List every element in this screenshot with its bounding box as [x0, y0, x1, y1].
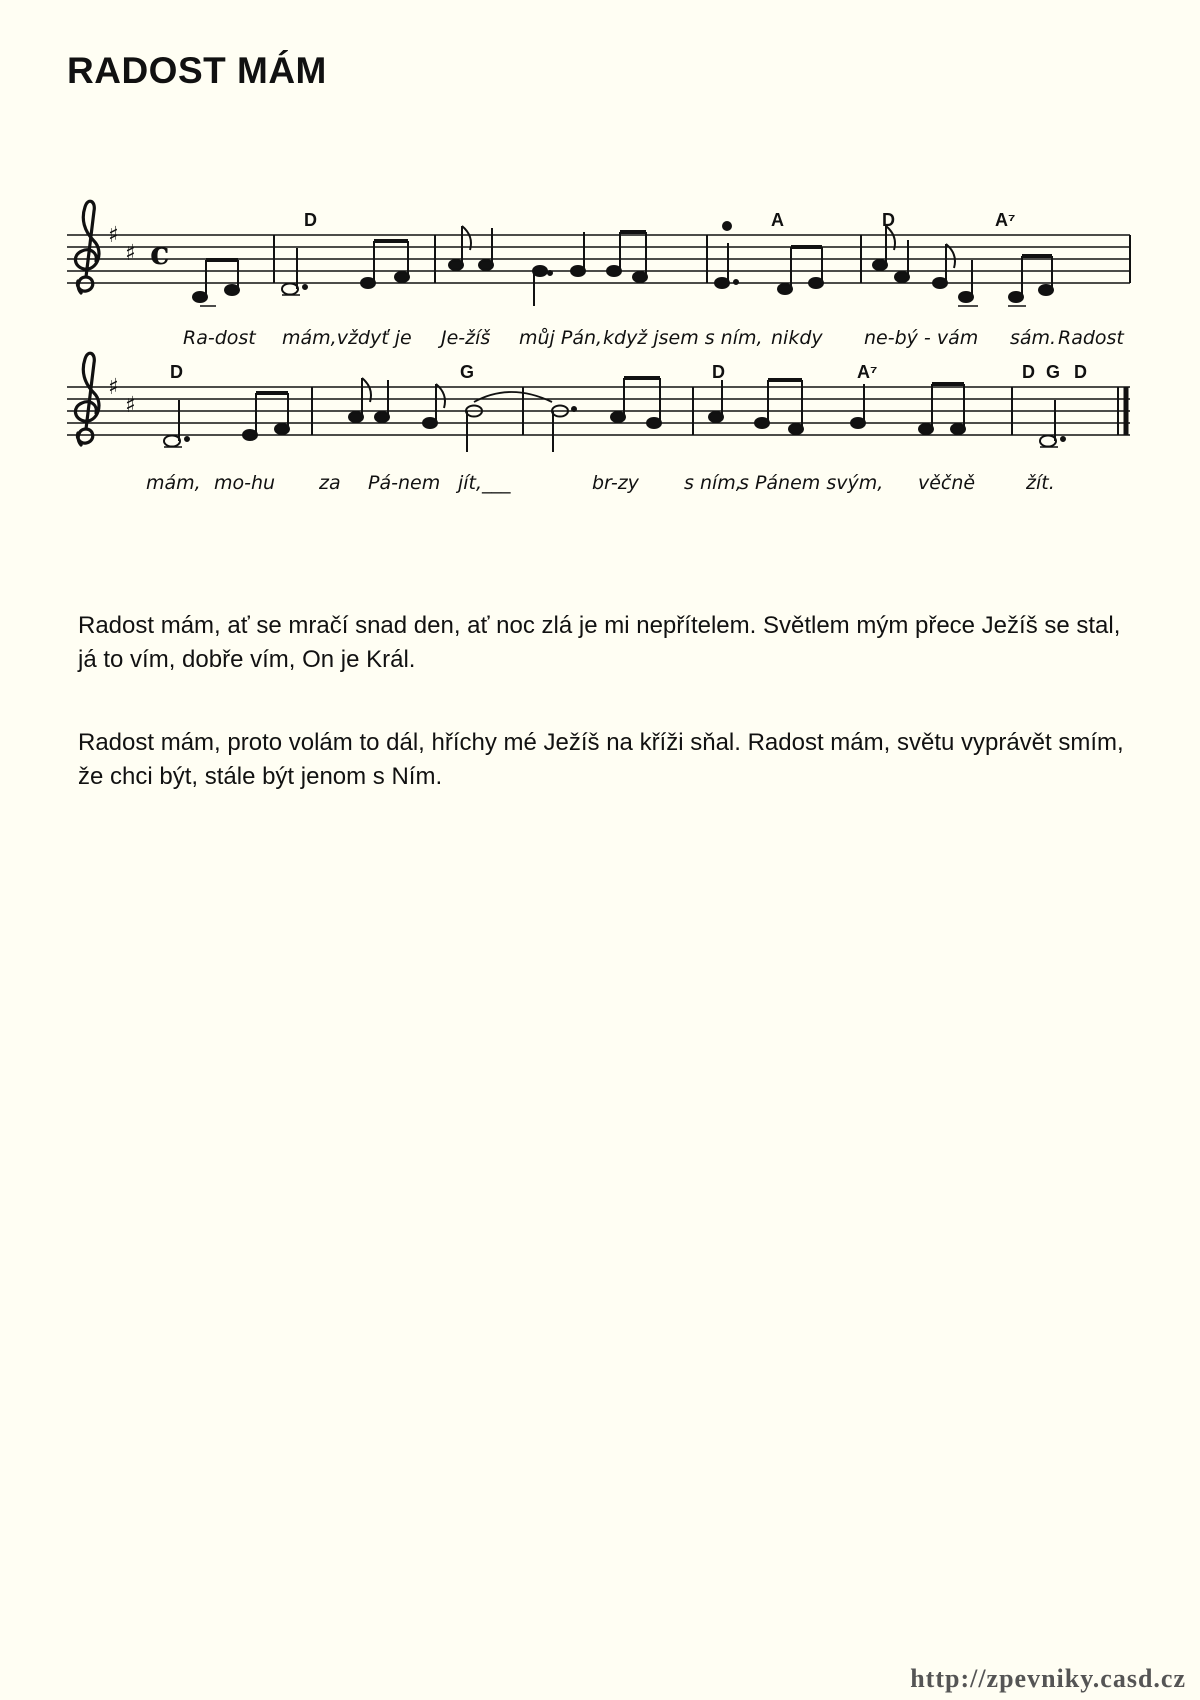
svg-text:♯: ♯	[125, 241, 136, 266]
verse-paragraph: Radost mám, proto volám to dál, hříchy mé Ježíš na kříži sňal. Radost mám, světu vyprávět smím, že chci být, stále být jenom s Ním.	[78, 729, 1124, 790]
lyric-syllable: Je-žíš	[441, 327, 491, 349]
lyric-syllable: Radost	[1058, 327, 1124, 349]
staff-line-1	[67, 201, 1130, 349]
staff-line-2	[67, 353, 1130, 494]
lyric-syllable: s ním,	[684, 472, 742, 494]
chord-symbol: D	[170, 362, 183, 382]
lyric-syllable: za	[319, 472, 341, 494]
lyric-syllable: Pá-nem	[368, 472, 441, 494]
verse-paragraph: Radost mám, ať se mračí snad den, ať noc zlá je mi nepřítelem. Světlem mým přece Ježíš se stal, já to vím, dobře vím, On je Král.	[78, 612, 1121, 673]
lyric-syllable: mám,vždyť je	[282, 327, 412, 349]
chord-symbol: D	[1022, 362, 1035, 382]
svg-text:♯: ♯	[108, 223, 119, 248]
chord-symbol: A	[771, 210, 784, 230]
source-url: http://zpevniky.casd.cz	[910, 1664, 1186, 1693]
lyric-syllable: mám,	[146, 472, 201, 494]
chord-symbol: D	[712, 362, 725, 382]
chord-symbol: A⁷	[857, 362, 878, 382]
lyric-syllable: br-zy	[592, 472, 639, 494]
lyric-syllable: můj Pán,	[519, 327, 603, 349]
chord-symbol: G	[1046, 362, 1061, 382]
sheet-music	[0, 0, 1200, 520]
lyric-syllable: ne-bý - vám	[864, 327, 979, 349]
chord-symbol: D	[882, 210, 895, 230]
lyric-syllable: s Pánem svým,	[739, 472, 884, 494]
lyric-syllable: mo-hu	[214, 472, 276, 494]
notes-line-2	[164, 378, 1065, 452]
lyric-syllable: jít,___	[458, 472, 511, 494]
chord-symbol: A⁷	[995, 210, 1016, 230]
svg-text:♯: ♯	[125, 393, 136, 418]
lyric-syllable: žít.	[1026, 472, 1055, 494]
chord-symbol: D	[1074, 362, 1087, 382]
time-signature: c	[150, 234, 170, 272]
lyric-syllable: sám.	[1010, 327, 1057, 349]
chord-symbol: D	[304, 210, 317, 230]
song-title: RADOST MÁM	[67, 50, 327, 91]
chord-symbol: G	[460, 362, 475, 382]
lyric-syllable: Ra-dost	[183, 327, 256, 349]
lyric-syllable: věčně	[918, 472, 976, 494]
svg-text:♯: ♯	[108, 375, 119, 400]
lyric-syllable: když jsem s ním,	[603, 327, 763, 349]
lyric-syllable: nikdy	[771, 327, 823, 349]
